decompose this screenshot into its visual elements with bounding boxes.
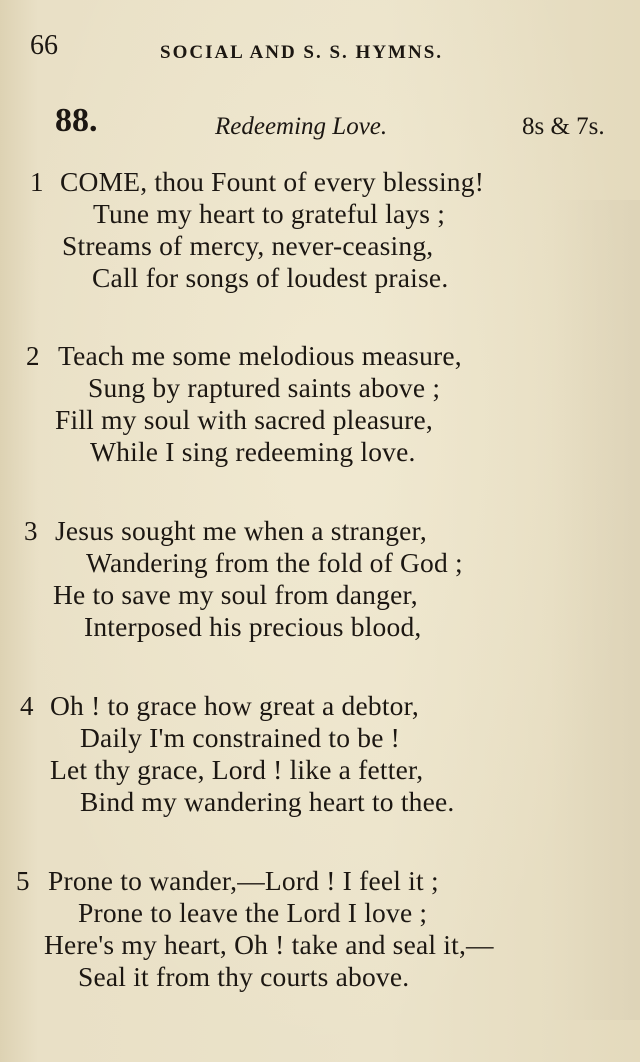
verse-line: Daily I'm constrained to be ! [80,722,401,753]
verse-line: Teach me some melodious measure, [58,340,462,371]
page-number: 66 [30,30,58,61]
hymn-meter: 8s & 7s. [522,113,605,140]
verse-line: He to save my soul from danger, [53,579,418,610]
verse-line: Call for songs of loudest praise. [92,262,449,293]
hymn-title: Redeeming Love. [215,113,388,140]
verse-line: Prone to leave the Lord I love ; [78,897,428,928]
hymn-number: 88. [55,102,98,139]
verse-number: 1 [30,167,44,197]
verse-line: Fill my soul with sacred pleasure, [55,404,433,435]
verse-line: Seal it from thy courts above. [78,961,410,992]
verse-line: Bind my wandering heart to thee. [80,786,455,817]
verse-line: COME, thou Fount of every blessing! [60,166,485,197]
verse-line: Sung by raptured saints above ; [88,372,441,403]
verse-line: Oh ! to grace how great a debtor, [50,690,419,721]
verse-number: 5 [16,866,30,896]
verse-number: 3 [24,516,38,546]
verse-line: Jesus sought me when a stranger, [55,515,427,546]
verse-number: 4 [20,691,34,721]
verse-line: Wandering from the fold of God ; [86,547,463,578]
verse-line: Streams of mercy, never-ceasing, [62,230,434,261]
verse-line: Tune my heart to grateful lays ; [93,198,446,229]
verse-number: 2 [26,341,40,371]
verse-line: Prone to wander,—Lord ! I feel it ; [48,865,439,896]
show-through-shadow [550,200,640,1020]
running-head: SOCIAL AND S. S. HYMNS. [160,42,444,63]
verse-line: Let thy grace, Lord ! like a fetter, [50,754,424,785]
verse-line: Here's my heart, Oh ! take and seal it,— [44,929,494,960]
verse-line: While I sing redeeming love. [90,436,416,467]
verse-line: Interposed his precious blood, [84,611,422,642]
